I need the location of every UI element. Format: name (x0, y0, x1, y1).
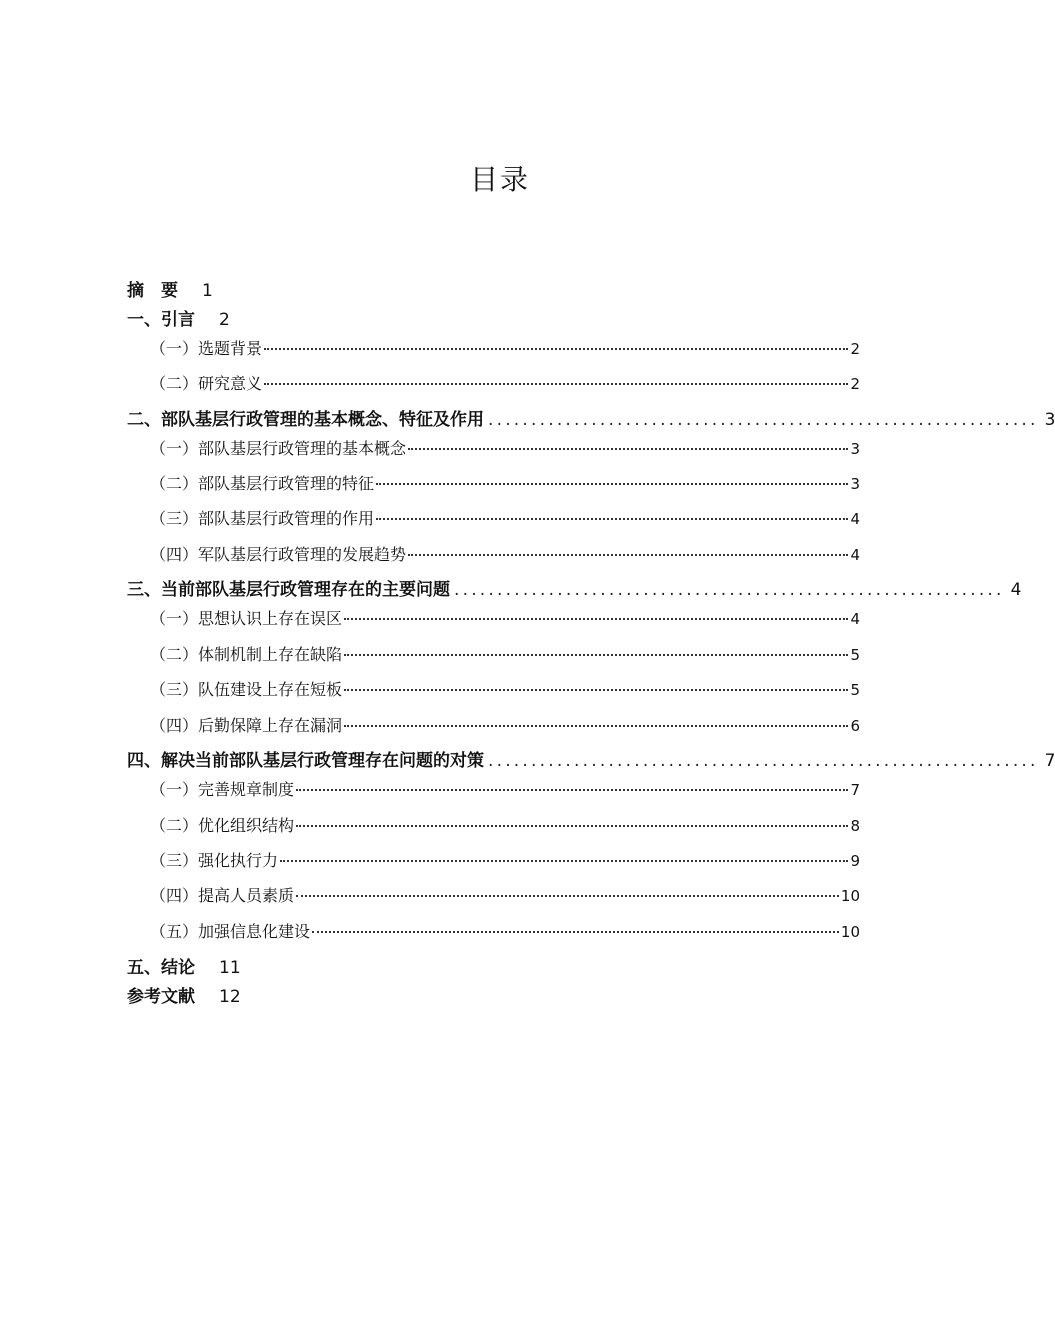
toc-entry-page: 2 (850, 375, 860, 393)
toc-entry-page: 3 (1044, 410, 1055, 430)
toc-entry-page: 7 (1044, 751, 1055, 771)
toc-entry-page: 8 (850, 817, 860, 835)
toc-entry-text: （一）完善规章制度 (150, 780, 295, 799)
toc-subentry[interactable] (150, 919, 860, 943)
toc-entry-text: 参考文献 (127, 987, 195, 1007)
dot-leader (264, 348, 848, 350)
dot-leader (376, 483, 848, 485)
toc-entry-page: 2 (850, 340, 860, 358)
toc-entry-page: 7 (850, 781, 860, 799)
dot-leader (296, 825, 848, 827)
toc-entry-page: 4 (850, 510, 860, 528)
toc-entry-page: 3 (850, 440, 860, 458)
dot-leader (312, 931, 839, 933)
dot-leader (344, 618, 848, 620)
toc-subentry[interactable] (150, 848, 860, 872)
toc-subentry[interactable] (150, 371, 860, 395)
dot-leader (264, 383, 848, 385)
toc-entry-text: （二）优化组织结构 (150, 816, 295, 835)
toc-entry-page: 10 (840, 887, 860, 905)
toc-entry-references[interactable] (127, 982, 241, 1006)
toc-subentry[interactable] (150, 677, 860, 701)
toc-subentry[interactable] (150, 813, 860, 837)
dot-leader: ................................................................ (488, 751, 1039, 771)
toc-entry-text: （三）强化执行力 (150, 851, 279, 870)
toc-entry-text: 一、引言 (127, 310, 195, 330)
dot-leader (408, 448, 848, 450)
dot-leader (344, 689, 848, 691)
toc-subentry[interactable] (150, 642, 860, 666)
toc-entry-text: 三、当前部队基层行政管理存在的主要问题 (127, 580, 450, 600)
toc-subentry[interactable] (150, 506, 860, 530)
toc-subentry[interactable] (150, 542, 860, 566)
toc-entry-page: 4 (850, 610, 860, 628)
toc-entry-introduction[interactable] (127, 305, 230, 329)
toc-entry-conclusion[interactable] (127, 953, 241, 977)
toc-entry-page: 1 (202, 281, 213, 301)
toc-entry-page: 11 (219, 958, 241, 978)
toc-entry-chapter-4[interactable] (127, 746, 1055, 771)
dot-leader (344, 654, 848, 656)
dot-leader (344, 725, 848, 727)
toc-entry-text: （一）思想认识上存在误区 (150, 609, 343, 628)
dot-leader (296, 895, 839, 897)
dot-leader: ................................................................ (454, 580, 1005, 600)
dot-leader (296, 789, 848, 791)
dot-leader (408, 554, 848, 556)
toc-entry-page: 9 (850, 852, 860, 870)
toc-entry-page: 10 (840, 923, 860, 941)
toc-subentry[interactable] (150, 777, 860, 801)
toc-entry-text: （四）提高人员素质 (150, 886, 295, 905)
toc-entry-page: 4 (850, 546, 860, 564)
toc-entry-page: 3 (850, 475, 860, 493)
toc-subentry[interactable] (150, 436, 860, 460)
toc-entry-text: （三）队伍建设上存在短板 (150, 680, 343, 699)
toc-entry-abstract[interactable] (127, 276, 213, 300)
toc-entry-page: 6 (850, 717, 860, 735)
toc-entry-text: （二）体制机制上存在缺陷 (150, 645, 343, 664)
toc-entry-text: （三）部队基层行政管理的作用 (150, 509, 375, 528)
toc-subentry[interactable] (150, 883, 860, 907)
toc-entry-text: （一）部队基层行政管理的基本概念 (150, 439, 407, 458)
toc-entry-text: （二）研究意义 (150, 374, 263, 393)
toc-entry-page: 4 (1010, 580, 1022, 600)
toc-entry-text: （四）军队基层行政管理的发展趋势 (150, 545, 407, 564)
toc-subentry[interactable] (150, 713, 860, 737)
toc-entry-text: 四、解决当前部队基层行政管理存在问题的对策 (127, 751, 484, 771)
toc-entry-page: 12 (219, 987, 241, 1007)
toc-entry-page: 2 (219, 310, 230, 330)
toc-entry-text: 摘 要 (127, 281, 178, 301)
toc-subentry[interactable] (150, 606, 860, 630)
toc-entry-text: （四）后勤保障上存在漏洞 (150, 716, 343, 735)
toc-entry-text: （五）加强信息化建设 (150, 922, 311, 941)
dot-leader (280, 860, 848, 862)
toc-entry-text: 二、部队基层行政管理的基本概念、特征及作用 (127, 410, 484, 430)
toc-entry-page: 5 (850, 681, 860, 699)
toc-entry-text: （一）选题背景 (150, 339, 263, 358)
toc-subentry[interactable] (150, 336, 860, 360)
toc-entry-chapter-2[interactable] (127, 405, 1055, 430)
toc-entry-text: （二）部队基层行政管理的特征 (150, 474, 375, 493)
dot-leader: ................................................................ (488, 410, 1039, 430)
dot-leader (376, 518, 848, 520)
toc-entry-page: 5 (850, 646, 860, 664)
toc-entry-text: 五、结论 (127, 958, 195, 978)
toc-entry-chapter-3[interactable] (127, 575, 1022, 600)
page-title: 目录 (469, 163, 530, 196)
toc-subentry[interactable] (150, 471, 860, 495)
